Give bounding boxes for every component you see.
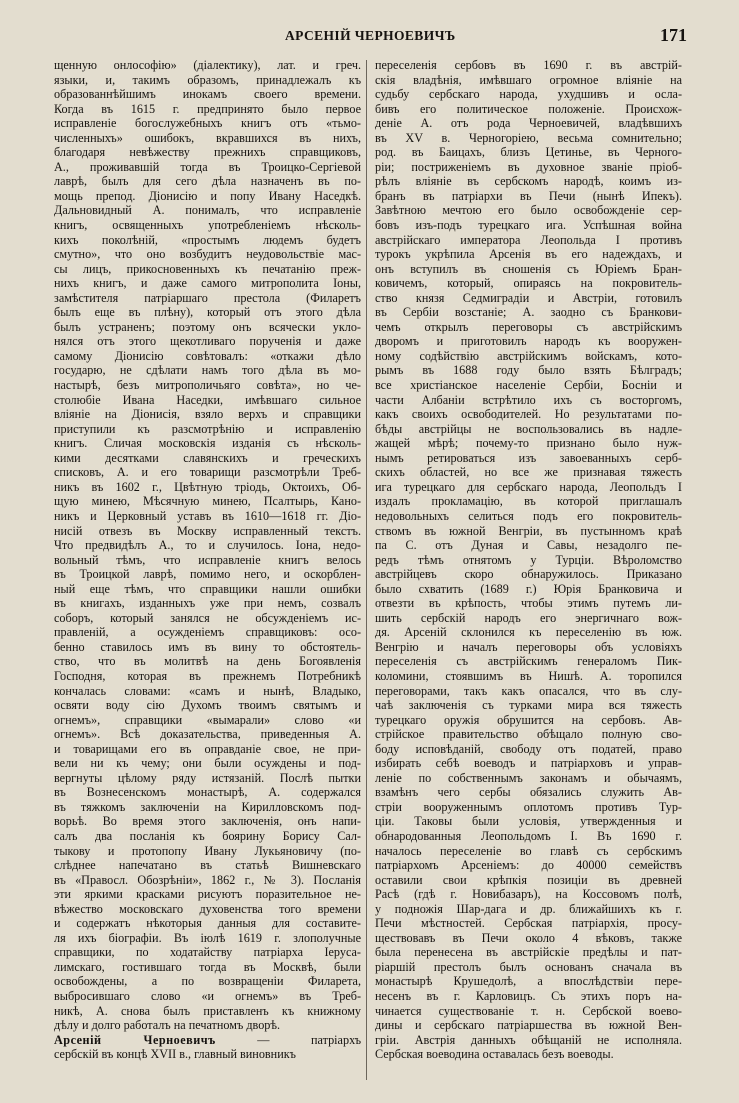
text-line: патріархомъ Арсеніемъ: до 40000 семействъ [375,858,682,873]
text-line: монастырѣ Крушедолѣ, а впослѣдствіи пере- [375,974,682,989]
text-line: огнемъ». Всѣ доказательства, приведенныя А. [54,727,361,742]
text-line: освяти воду сію Духомъ твоимъ святымъ и [54,698,361,713]
text-line: смутно», что оно возбудитъ неудовольствіе мас- [54,247,361,262]
text-line: былъ устраненъ; поэтому онъ всячески укло- [54,319,361,334]
text-line: численныхъ» ошибокъ, вкравшихся въ нихъ, [54,130,361,145]
text-line: справщики, по ходатайству патріарха Іеруса- [54,945,361,960]
text-line: чаѣ заключенія съ турками мира вся тяжесть [375,698,682,713]
text-line: ля ихъ біографіи. Въ іюлѣ 1619 г. злополучные [54,930,361,945]
text-line: леніе по собственнымъ законамъ и обычаямъ, [375,770,682,785]
text-line: книгъ, освященныхъ употребленіемъ нѣсколь- [54,218,361,233]
text-line: ство князя Седмиградіи и Австріи, готовилъ [375,290,682,305]
running-head: АРСЕНІЙ ЧЕРНОЕВИЧЪ [285,28,456,43]
text-line: Завѣтною мечтою его было освобожденіе сер- [375,203,682,218]
text-line: огнемъ», справщики «вымарали» слово «и [54,712,361,727]
text-line: избирать себѣ воеводъ и патріарховъ и управ- [375,756,682,771]
text-line: бранъ въ патріархи въ Печи (нынѣ Ипекъ). [375,188,682,203]
text-line: дины и сербскаго патріаршества въ южной Вен- [375,1018,682,1033]
text-line: судьбу сербскаго народа, ухудшивъ и осла- [375,87,682,102]
text-line: лимскаго, гостившаго тогда въ Москвѣ, были [54,959,361,974]
text-line: какъ своихъ освободителей. Но результатами по- [375,407,682,422]
text-line: освобождены, а по возвращеніи Филарета, [54,974,361,989]
text-line: ному содѣйствію австрійскимъ войскамъ, кото- [375,348,682,363]
text-line: скихъ областей, но все же признавая тяжесть [375,465,682,480]
text-line: стріи вооруженнымъ оплотомъ противъ Тур- [375,799,682,814]
text-line: кихъ поколѣній, «простымъ людемъ будетъ [54,232,361,247]
text-line: государю, не сдѣлати намъ того дѣла въ мо- [54,363,361,378]
text-line: австрійскаго императора Леопольда I противъ [375,232,682,247]
text-line: самому Діонисію совѣтовалъ: «откажи дѣло [54,348,361,363]
text-line: въ «Правосл. Обозрѣніи», 1862 г., № 3). Посланія [54,872,361,887]
text-line: ство, что въ молитвѣ на день Богоявленія [54,654,361,669]
text-line: ствомъ въ южной Венгріи, въ пустынномъ краѣ [375,523,682,538]
text-line: ществовавъ въ Печи около 4 вѣковъ, также [375,930,682,945]
text-line: переселенія сербовъ въ 1690 г. въ австрій- [375,58,682,72]
text-line: была перенесена въ австрійскіе предѣлы и пат- [375,945,682,960]
text-line: вѣжество московскаго духовенства того времени [54,901,361,916]
text-line: Расѣ (гдѣ г. Новибазаръ), на Коссовомъ полѣ, [375,887,682,902]
text-line: деніе А. отъ рода Черноевичей, владѣвшихъ [375,116,682,131]
text-line: стрійское правительство обѣщало полную сво- [375,727,682,742]
text-line: нисій отвезъ въ Москву исправленный текстъ. [54,523,361,538]
text-line: ига турецкаго для сербскаго народа, Леопольдъ I [375,479,682,494]
text-line: въ Троицкой лаврѣ, помимо него, и оскорблен- [54,567,361,582]
text-line: щую минею, Мѣсячную минею, Псалтырь, Кано- [54,494,361,509]
text-line: книгъ. Сличая московскія изданія съ нѣсколь- [54,436,361,451]
text-line: турокъ укрѣпила Арсенія въ его надеждахъ, и [375,247,682,262]
text-line: Сербская воеводина оставалась безъ воеводы. [375,1047,614,1062]
text-line: ковичемъ, который, опираясь на покровитель- [375,276,682,291]
text-line: и содержатъ нѣкоторыя данныя для составите- [54,916,361,931]
text-line: щенную онлософію» (діалектику), лат. и греч. [54,58,361,72]
entry-heading-line [54,1033,361,1048]
page-number: 171 [660,25,687,45]
text-line: Дальновидный А. понималъ, что исправленіе [54,203,361,218]
text-line: ціи. Таковы были условія, утвержденныя и [375,814,682,829]
text-line: кончалась словами: «самъ и нынѣ, Владыко, [54,683,361,698]
text-line: онъ вступилъ въ сношенія съ Юріемъ Бран- [375,261,682,276]
left-column-body [54,58,361,1033]
text-line: ріаршій престолъ былъ основанъ сначала въ [375,959,682,974]
text-line: началось переселеніе во главѣ съ сербскимъ [375,843,682,858]
text-line: обнародованныя Леопольдомъ I. Въ 1690 г. [375,828,682,843]
text-line: боду исповѣданій, свободу отъ податей, право [375,741,682,756]
text-line: издалъ прокламацію, въ которой приглашалъ [375,494,682,509]
text-line: Когда въ 1615 г. предпринято было первое [54,101,361,116]
text-line: лаврѣ, былъ для сего дѣла назначенъ въ по- [54,174,361,189]
text-line: взамѣнъ чего сербы обязались служить Ав- [375,785,682,800]
text-line: бѣды австрійцы не воспользовались въ надле- [375,421,682,436]
text-line: кими десятками славянскихъ и греческихъ [54,450,361,465]
text-line: мощь препод. Діонисію и попу Ивану Наседкѣ. [54,188,361,203]
text-line: дя. Арсеній склонился къ переселенію въ юж. [375,625,682,640]
text-line: никъ и Церковный уставъ въ 1610—1618 гг. Діо- [54,508,361,523]
text-line: списковъ, А. и его товарищи разсмотрѣли Треб- [54,465,361,480]
text-line: оставили свои крѣпкія позиціи въ древней [375,872,682,887]
text-line: въ тяжкомъ заключеніи на Кирилловскомъ под- [54,799,361,814]
text-line: турецкаго оружія обрушится на сербовъ. Ав- [375,712,682,727]
text-line: чемъ открылъ переговоры съ австрійскимъ [375,319,682,334]
text-line: выбросившаго слово «и огнемъ» въ Треб- [54,989,361,1003]
left-column [54,58,361,1062]
text-line: австрійцевъ скоро обнаружилось. Приказано [375,567,682,582]
text-line: ворьѣ. Во время этого заключенія, онъ напи- [54,814,361,829]
text-line: жащей мѣрѣ; почему-то признано было нуж- [375,436,682,451]
text-line: отвезти въ крѣпость, чтобы этимъ путемъ ли- [375,596,682,611]
entry-headword: Арсеній Черноевичъ [54,1032,216,1047]
text-line: вели ни къ чему; они были осуждены и под- [54,756,361,771]
text-line: образованнѣйшимъ инокамъ своего времени. [54,87,361,102]
text-line: въ XV в. Черногоріею, весьма сомнительно; [375,130,682,145]
text-line: въ книгахъ, изданныхъ уже при немъ, созвалъ [54,596,361,611]
text-line: слѣднее напечатано въ статьѣ Вишневскаго [54,858,361,873]
text-line: языки, и, такимъ образомъ, принадлежалъ къ [54,72,361,87]
text-line: было схватить (1689 г.) Юрія Бранковича и [375,581,682,596]
text-line: Что предвидѣлъ А., то и случилось. Іона, недо- [54,538,361,553]
text-line: замѣстителя патріаршаго престола (Филаретъ [54,290,361,305]
text-line: А., проживавшій тогда въ Троицко-Сергіевой [54,159,361,174]
text-line: салъ два посланія къ боярину Борису Сал- [54,828,361,843]
text-line: бенно ставилось имъ въ вину то обстоятель- [54,639,361,654]
text-line: нихъ книгъ, и даже самого митрополита Іоны, [54,276,361,291]
text-line: ріи; постриженіемъ въ духовное званіе пріоб- [375,159,682,174]
text-line: редъ тѣмъ отнятомъ у Турціи. Вѣроломство [375,552,682,567]
text-line: никъ въ 1602 г., Цвѣтную тріодь, Октоихъ, Об- [54,479,361,494]
text-line: дворомъ и приготовилъ народъ къ вооружен- [375,334,682,349]
text-line: рѣлъ вліяніе въ сербскомъ народѣ, коимъ из- [375,174,682,189]
text-line: бовъ изъ-подъ турецкаго ига. Успѣшная война [375,218,682,233]
text-line: переговорами, такъ какъ опасался, что въ слу- [375,683,682,698]
text-line: скія владѣнія, имѣвшаго огромное вліяніе на [375,72,682,87]
entry-heading-rest: — патріархъ [215,1032,361,1047]
text-line: нялся отъ этого щекотливаго порученія и даже [54,334,361,349]
text-line: приступили къ разсмотрѣнію и исправленію [54,421,361,436]
text-line: недовольныхъ селиться подъ его покровитель- [375,508,682,523]
text-line: вольный тѣмъ, что исправленіе книгъ велось [54,552,361,567]
text-line: шить сербскій народъ его энергичнаго вож- [375,610,682,625]
text-line: род. въ Баицахъ, близъ Цетинье, въ Черного- [375,145,682,160]
text-line: Господня, которая въ прежнемъ Потребникѣ [54,668,361,683]
text-line: дѣлу и долго работалъ на печатномъ дворѣ. [54,1018,281,1033]
right-column-body [375,58,682,1062]
text-line: вергнуты цѣлому ряду истязаній. Послѣ пытки [54,770,361,785]
entry-continuation-line: сербскій въ концѣ XVII в., главный виновникъ [54,1047,296,1062]
text-line: и товарищами его въ оправданіе свое, не при- [54,741,361,756]
text-line: эти яркими красками рисуютъ поразительное не- [54,887,361,902]
text-line: столюбіе Ивана Наседки, имѣвшаго сильное [54,392,361,407]
text-line: правленій, а осужденіемъ справщиковъ: осо- [54,625,361,640]
text-line: па С. отъ Дуная и Савы, незадолго пе- [375,538,682,553]
text-line: благодаря невѣжеству прежнихъ справщиковъ, [54,145,361,160]
text-line: несенъ въ г. Карловицъ. Съ этихъ поръ на- [375,989,682,1003]
text-line: вліяніе на Діонисія, взяло верхъ и справщики [54,407,361,422]
column-divider [366,60,367,1080]
right-column [375,58,682,1062]
text-line: у подножія Шар-дага и др. ближайшихъ къ г. [375,901,682,916]
text-line: никѣ, А. снова былъ приставленъ къ книжному [54,1003,361,1018]
text-line: коломини, стоявшимъ въ Нишѣ. А. торопился [375,668,682,683]
text-line: переселенія съ австрійскимъ генераломъ Пик- [375,654,682,669]
text-line: соборъ, который занялся не обсужденіемъ ис- [54,610,361,625]
text-line: исправленіе богослужебныхъ книгъ отъ «тьмо- [54,116,361,131]
text-line: въ Вознесенскомъ монастырѣ, А. содержался [54,785,361,800]
text-line: былъ еще въ плѣну), который отъ этого дѣла [54,305,361,320]
text-line: тыкову и протопопу Ивану Лукьяновичу (по- [54,843,361,858]
text-line: части Албаніи встрѣтило ихъ съ восторгомъ, [375,392,682,407]
text-line: Печи мѣстностей. Сербская патріархія, просу- [375,916,682,931]
text-line: все христіанское населеніе Сербіи, Босніи и [375,378,682,393]
text-line: въ Сербіи возстаніе; А. заодно съ Бранкови- [375,305,682,320]
text-line: настырѣ, безъ митрополичьяго совѣта», но че- [54,378,361,393]
text-line: нымъ ретироваться изъ завоеванныхъ серб- [375,450,682,465]
text-line: бивъ его политическое положеніе. Происхож- [375,101,682,116]
text-line: Венгрію и началъ переговоры объ условіяхъ [375,639,682,654]
text-line: рымъ въ 1688 году было взять Бѣлградъ; [375,363,682,378]
text-line: ный еще тѣмъ, что справщики нашли ошибки [54,581,361,596]
text-line: сы лицъ, прикосновенныхъ къ печатанію преж- [54,261,361,276]
text-line: чинается существованіе т. н. Сербской воево- [375,1003,682,1018]
text-line: гріи. Австрія данныхъ обѣщаній не исполняла. [375,1032,682,1047]
